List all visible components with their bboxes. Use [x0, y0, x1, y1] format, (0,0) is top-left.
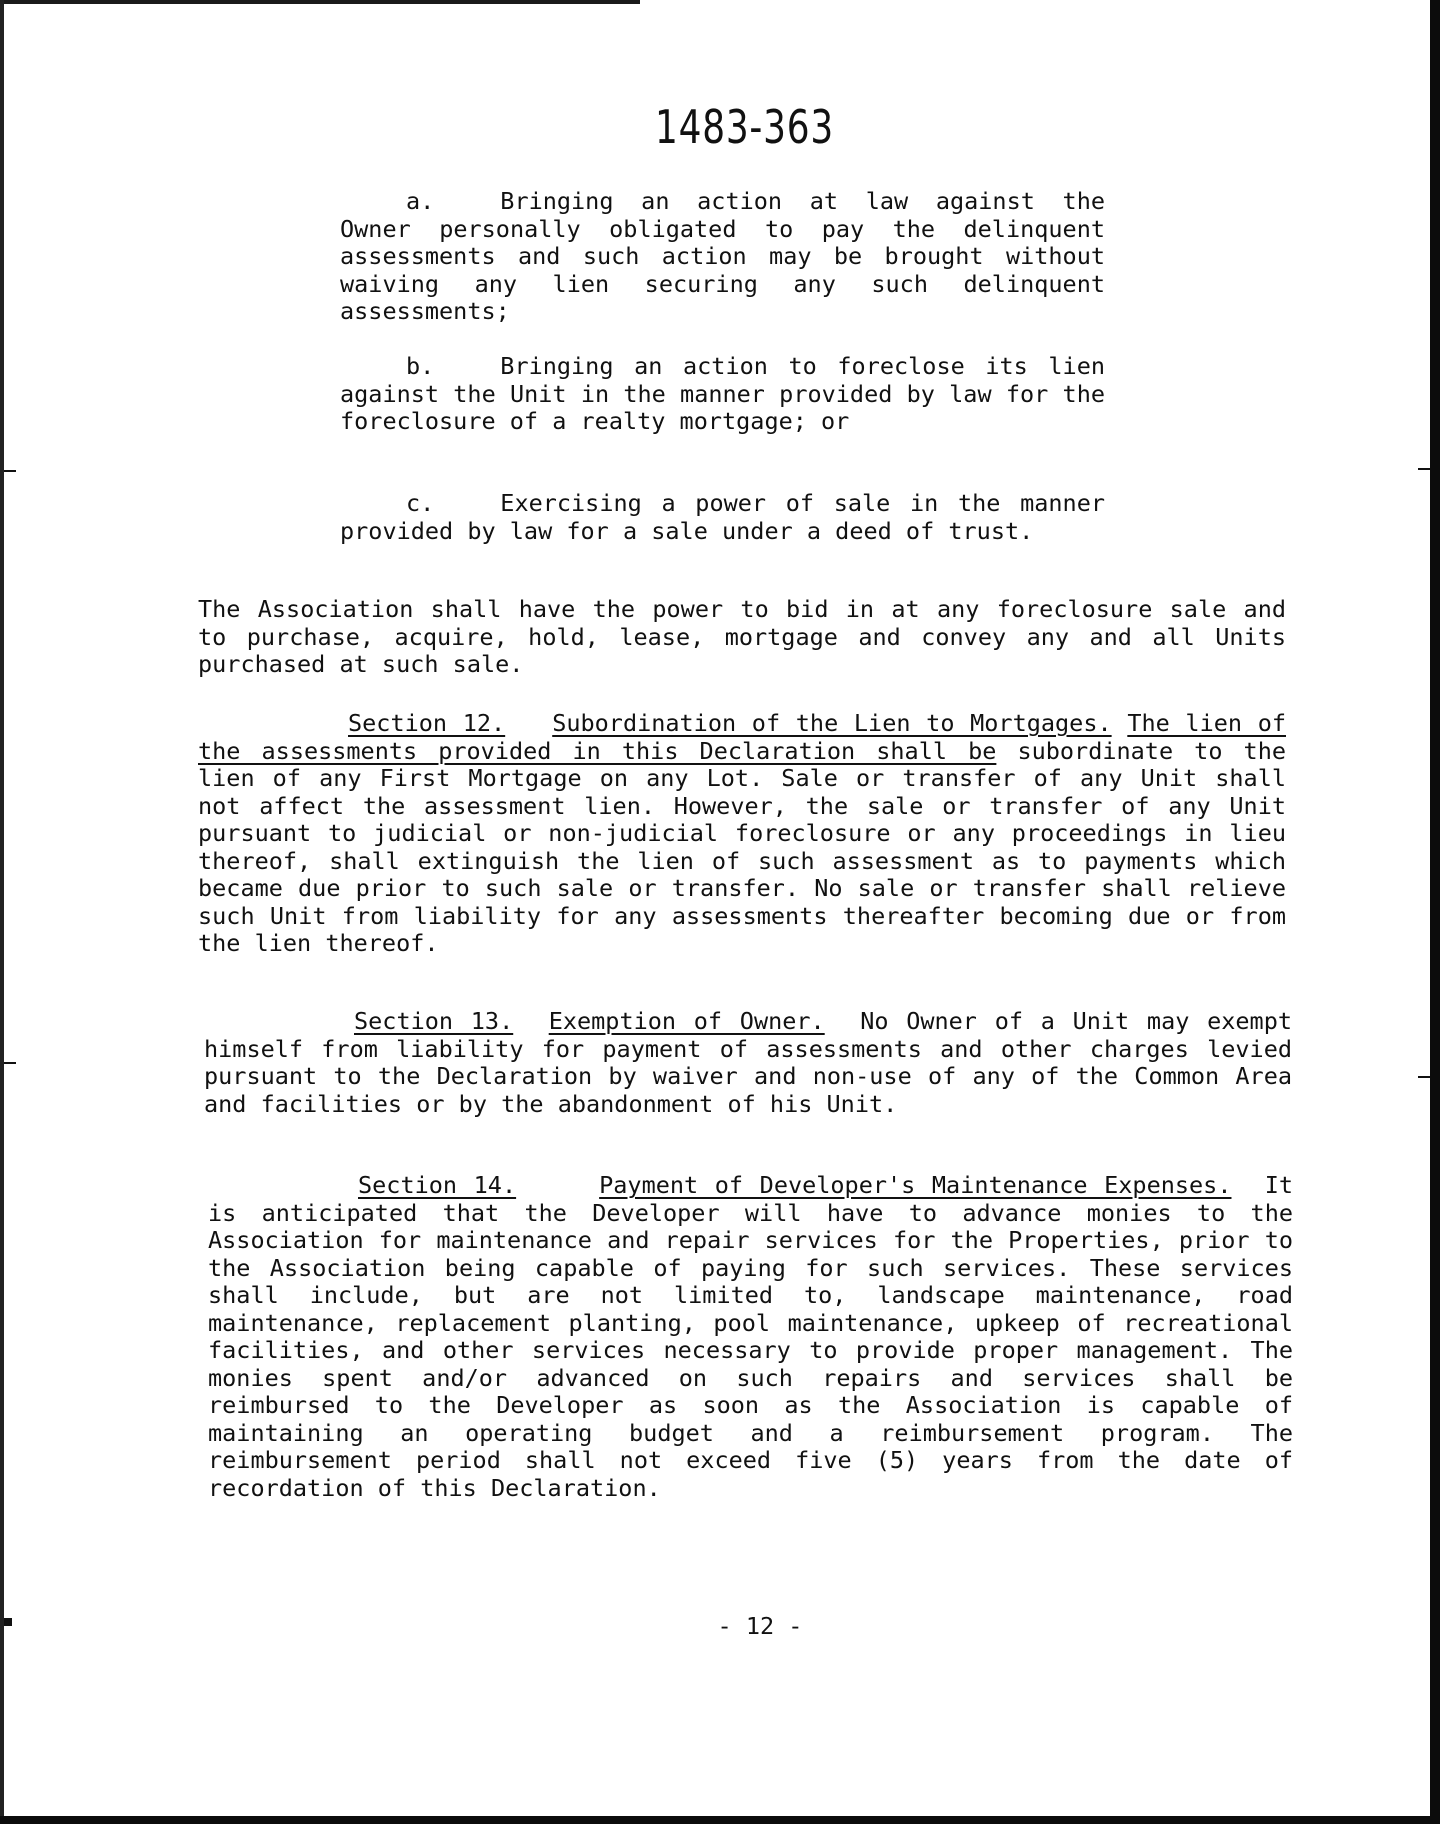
list-item-c: [340, 490, 1105, 545]
item-text: Bringing an action at law against the Owner personally obligated to pay the delinquent assessments and such action may be brought without waiving any lien securing any such delinquent assessments;: [340, 187, 1105, 325]
section-heading: Payment of Developer's Maintenance Expenses.: [599, 1171, 1232, 1199]
scan-mark: [4, 1618, 12, 1626]
item-label: c.: [406, 489, 435, 517]
association-paragraph: The Association shall have the power to bid in at any foreclosure sale and to purchase, acquire, hold, lease, mortgage and convey any and all Units purchased at such sale.: [198, 595, 1286, 678]
section-14: [208, 1172, 1293, 1502]
scan-border-left: [0, 0, 4, 1824]
section-12: [198, 710, 1286, 958]
section-heading: Exemption of Owner.: [548, 1007, 825, 1035]
scan-mark: [4, 1062, 16, 1064]
section-number: Section 12.: [348, 709, 506, 737]
list-item-b: [340, 353, 1105, 436]
item-text: Exercising a power of sale in the manner provided by law for a sale under a deed of trust.: [340, 489, 1105, 545]
section-number: Section 13.: [354, 1007, 514, 1035]
section-text: It is anticipated that the Developer will have to advance monies to the Association for maintenance and repair services for the Properties, prior to the Association being capable of paying for such services. These services shall include, but are not limited to, landscape maintenance, road maintenance, replacement planting, pool maintenance, upkeep of recreational facilities, and other services necessary to provide proper management. The monies spent and/or advanced on such repairs and services shall be reimbursed to the Developer as soon as the Association is capable of maintaining an operating budget and a reimbursement program. The reimbursement period shall not exceed five (5) years from the date of recordation of this Declaration.: [208, 1171, 1293, 1502]
section-heading: Subordination of the Lien to Mortgages.: [552, 709, 1112, 737]
section-number: Section 14.: [358, 1171, 517, 1199]
item-label: a.: [406, 187, 435, 215]
scan-mark: [4, 470, 16, 472]
section-heading-continuation: The lien of the assessments provided in this Declaration shall be: [198, 709, 1286, 765]
scan-border-bottom: [0, 1816, 1440, 1824]
scan-border-top: [0, 0, 640, 4]
recording-number: 1483-363: [655, 100, 834, 154]
section-13: [204, 1008, 1292, 1118]
item-label: b.: [406, 352, 435, 380]
scan-mark: [1418, 468, 1430, 470]
scan-border-right: [1430, 0, 1440, 1824]
section-text: subordinate to the lien of any First Mortgage on any Lot. Sale or transfer of any Unit shall not affect the assessment lien. However, the sale or transfer of any Unit pursuant to judicial or non-judicial foreclosure or any proceedings in lieu thereof, shall extinguish the lien of such assessment as to payments which became due prior to such sale or transfer. No sale or transfer shall relieve such Unit from liability for any assessments thereafter becoming due or from the lien thereof.: [198, 736, 1286, 957]
scan-mark: [1418, 1076, 1430, 1078]
page-number: - 12 -: [717, 1612, 803, 1640]
section-text: No Owner of a Unit may exempt himself from liability for payment of assessments and other charges levied pursuant to the Declaration by waiver and non-use of any of the Common Area and facilities or by the abandonment of his Unit.: [204, 1007, 1293, 1118]
list-item-a: [340, 188, 1105, 326]
item-text: Bringing an action to foreclose its lien against the Unit in the manner provided by law for the foreclosure of a realty mortgage; or: [340, 352, 1105, 435]
